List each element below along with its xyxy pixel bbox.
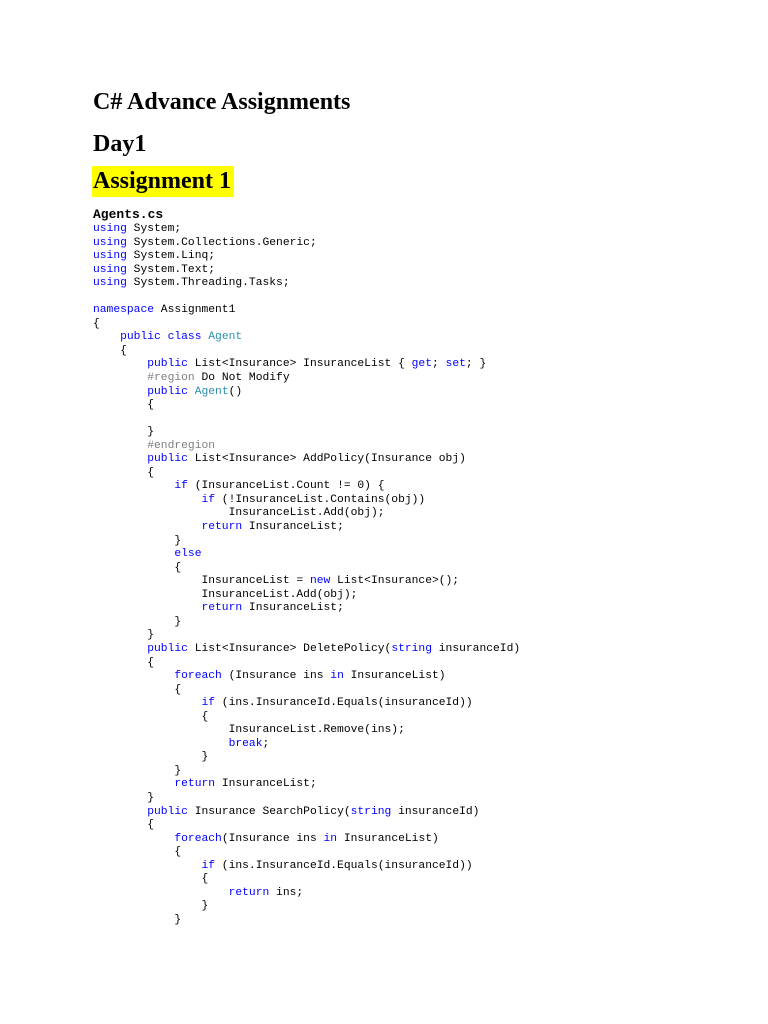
code-text: InsuranceList.Add(obj); xyxy=(93,588,358,601)
code-line xyxy=(93,819,520,833)
code-line xyxy=(93,846,520,860)
code-line xyxy=(93,778,520,792)
code-text xyxy=(93,480,174,492)
code-text: System.Linq; xyxy=(126,250,216,263)
code-text: InsuranceList.Add(obj); xyxy=(93,507,385,520)
code-keyword: return xyxy=(201,521,243,534)
code-line xyxy=(93,358,520,372)
code-line xyxy=(93,494,520,508)
code-text: { xyxy=(93,656,155,669)
code-line xyxy=(93,670,520,684)
code-line xyxy=(93,318,520,332)
code-keyword: public xyxy=(147,453,188,466)
code-text xyxy=(93,521,201,533)
code-text xyxy=(93,548,174,560)
code-keyword: using xyxy=(93,236,127,249)
code-text: Do Not Modify xyxy=(194,372,290,385)
code-line xyxy=(93,738,520,752)
code-type: Agent xyxy=(208,331,243,344)
code-text: (Insurance ins xyxy=(221,832,324,845)
code-keyword: new xyxy=(309,575,331,588)
code-text: ins; xyxy=(269,886,304,899)
code-keyword: using xyxy=(93,277,127,290)
code-line xyxy=(93,765,520,779)
code-keyword: set xyxy=(445,358,466,371)
code-text: { xyxy=(93,710,209,723)
code-text: InsuranceList = xyxy=(93,575,310,588)
code-text: List<Insurance>(); xyxy=(330,575,460,588)
code-keyword: in xyxy=(330,670,344,683)
code-line xyxy=(93,616,520,630)
code-keyword: using xyxy=(93,250,127,263)
code-line xyxy=(93,629,520,643)
code-keyword: return xyxy=(228,886,270,899)
code-text: System.Collections.Generic; xyxy=(126,236,317,249)
code-line xyxy=(93,521,520,535)
code-keyword: if xyxy=(201,697,216,710)
code-text xyxy=(93,331,120,343)
code-text: { xyxy=(93,819,155,832)
code-text: { xyxy=(93,399,155,412)
code-text: { xyxy=(93,683,182,696)
code-text: InsuranceList.Remove(ins); xyxy=(93,724,405,737)
code-text: } xyxy=(93,629,155,642)
code-text: (!InsuranceList.Contains(obj)) xyxy=(215,493,426,506)
code-text: { xyxy=(93,344,127,357)
code-text: { xyxy=(93,846,182,859)
code-keyword: string xyxy=(391,642,432,655)
code-text: InsuranceList; xyxy=(242,521,344,534)
code-line xyxy=(93,792,520,806)
code-keyword: foreach xyxy=(174,670,222,683)
code-text: (ins.InsuranceId.Equals(insuranceId)) xyxy=(215,859,473,872)
code-line xyxy=(93,331,520,345)
code-keyword: else xyxy=(174,548,202,561)
code-line xyxy=(93,643,520,657)
code-text: (InsuranceList.Count != 0) { xyxy=(187,480,385,493)
code-line xyxy=(93,386,520,400)
code-keyword: class xyxy=(167,331,202,344)
code-line xyxy=(93,372,520,386)
document-title: C# Advance Assignments xyxy=(93,89,351,115)
code-keyword: using xyxy=(93,263,127,276)
code-line xyxy=(93,399,520,413)
code-line xyxy=(93,426,520,440)
code-line xyxy=(93,548,520,562)
code-line xyxy=(93,589,520,603)
code-text xyxy=(93,860,201,872)
code-text: { xyxy=(93,873,209,886)
code-text: } xyxy=(93,791,155,804)
code-line xyxy=(93,833,520,847)
code-line xyxy=(93,264,520,278)
code-text: Insurance SearchPolicy( xyxy=(187,805,351,818)
code-text xyxy=(93,738,229,750)
code-text: Assignment1 xyxy=(154,304,236,317)
code-keyword: get xyxy=(411,358,432,371)
code-line xyxy=(93,724,520,738)
code-keyword: return xyxy=(174,778,216,791)
code-line xyxy=(93,806,520,820)
code-text: { xyxy=(93,317,100,330)
code-text: System.Text; xyxy=(126,263,216,276)
code-filename: Agents.cs xyxy=(93,207,164,222)
code-text xyxy=(93,670,174,682)
code-line xyxy=(93,277,520,291)
code-line xyxy=(93,291,520,305)
code-line xyxy=(93,507,520,521)
code-line xyxy=(93,562,520,576)
code-text: ; } xyxy=(465,358,487,371)
code-keyword: public xyxy=(120,331,161,344)
code-text xyxy=(93,806,147,818)
code-text xyxy=(93,697,201,709)
code-text xyxy=(93,440,147,452)
code-line xyxy=(93,711,520,725)
code-text: } xyxy=(93,534,182,547)
code-line xyxy=(93,657,520,671)
code-line xyxy=(93,887,520,901)
code-keyword: using xyxy=(93,223,127,235)
code-text: } xyxy=(93,913,182,926)
code-text: System; xyxy=(126,223,182,235)
code-keyword: namespace xyxy=(93,304,155,317)
code-line xyxy=(93,684,520,698)
code-text xyxy=(161,331,168,343)
code-text xyxy=(93,358,147,370)
code-line xyxy=(93,453,520,467)
code-text: } xyxy=(93,426,155,439)
code-line xyxy=(93,223,520,237)
code-line xyxy=(93,697,520,711)
code-line xyxy=(93,900,520,914)
code-text: ; xyxy=(431,358,446,371)
code-directive: #endregion xyxy=(147,439,216,452)
code-line xyxy=(93,413,520,427)
code-text: InsuranceList) xyxy=(343,670,446,683)
code-keyword: public xyxy=(147,385,188,398)
code-line xyxy=(93,467,520,481)
code-directive: #region xyxy=(147,372,195,385)
code-text xyxy=(93,778,174,790)
code-type: Agent xyxy=(194,385,229,398)
code-keyword: return xyxy=(201,602,243,615)
code-text xyxy=(188,386,195,398)
code-line xyxy=(93,914,520,928)
code-text: InsuranceList; xyxy=(242,602,344,615)
code-line xyxy=(93,602,520,616)
code-keyword: in xyxy=(323,832,338,845)
code-text: (ins.InsuranceId.Equals(insuranceId)) xyxy=(215,697,473,710)
code-keyword: if xyxy=(201,859,216,872)
code-text: System.Threading.Tasks; xyxy=(126,277,290,290)
code-keyword: break xyxy=(228,737,263,750)
code-line xyxy=(93,237,520,251)
code-keyword: public xyxy=(147,642,188,655)
code-text xyxy=(93,602,201,614)
code-line xyxy=(93,480,520,494)
code-text: insuranceId) xyxy=(391,805,480,818)
code-keyword: if xyxy=(201,493,216,506)
code-text: ; xyxy=(262,737,270,750)
code-text: { xyxy=(93,466,155,479)
code-text xyxy=(93,372,147,384)
code-text: (Insurance ins xyxy=(221,670,331,683)
code-text: } xyxy=(93,764,182,777)
code-line xyxy=(93,751,520,765)
code-text xyxy=(93,386,147,398)
code-keyword: public xyxy=(147,358,188,371)
code-text xyxy=(93,833,174,845)
code-line xyxy=(93,575,520,589)
code-keyword: string xyxy=(350,805,392,818)
code-line xyxy=(93,873,520,887)
code-text: InsuranceList; xyxy=(215,778,317,791)
code-text xyxy=(93,887,229,899)
code-text: List<Insurance> DeletePolicy( xyxy=(187,642,392,655)
code-text: InsuranceList) xyxy=(337,832,439,845)
code-text xyxy=(93,643,147,655)
code-text: insuranceId) xyxy=(432,642,521,655)
code-text xyxy=(93,494,201,506)
code-block xyxy=(93,223,520,927)
code-text: List<Insurance> InsuranceList { xyxy=(187,358,412,371)
code-text: } xyxy=(93,900,209,913)
day-heading: Day1 xyxy=(93,131,147,157)
code-keyword: if xyxy=(174,480,188,493)
code-line xyxy=(93,440,520,454)
code-text: { xyxy=(93,561,182,574)
code-text: } xyxy=(93,615,182,628)
code-line xyxy=(93,250,520,264)
code-line xyxy=(93,304,520,318)
code-text: } xyxy=(93,751,209,764)
code-keyword: public xyxy=(147,805,188,818)
code-line xyxy=(93,860,520,874)
code-line xyxy=(93,345,520,359)
code-text: () xyxy=(228,385,243,398)
code-line xyxy=(93,535,520,549)
assignment-heading: Assignment 1 xyxy=(92,166,234,197)
code-text xyxy=(93,453,147,465)
code-text: List<Insurance> AddPolicy(Insurance obj) xyxy=(187,453,466,466)
code-keyword: foreach xyxy=(174,832,222,845)
